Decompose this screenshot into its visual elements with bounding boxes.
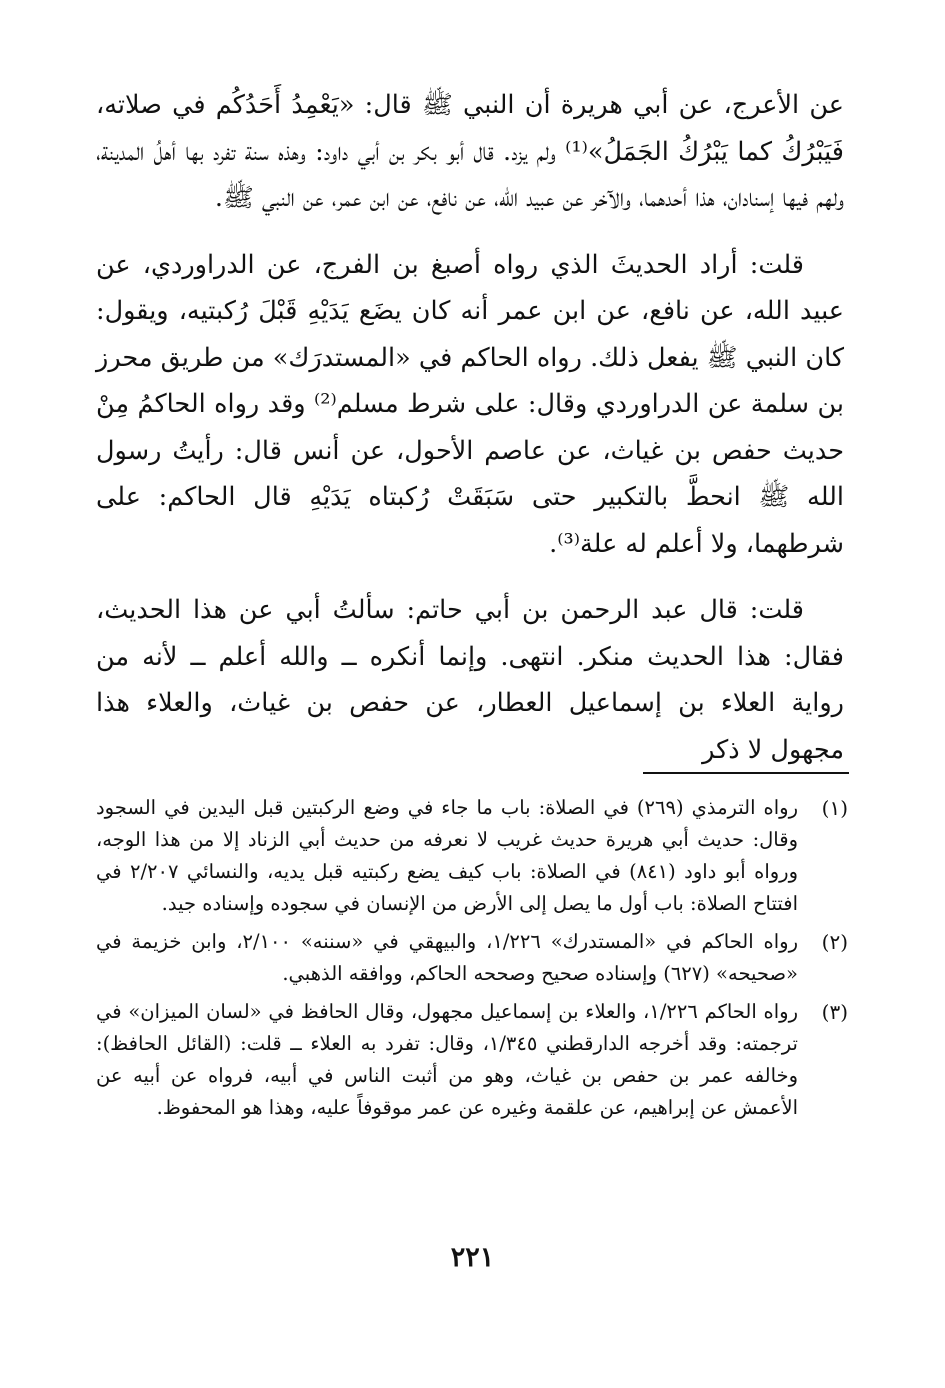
footnote-3 [96, 996, 848, 1124]
footnote-number: (١) [821, 796, 848, 820]
footnote-text: رواه الحاكم في «المستدرك» ١/٢٢٦، والبيهقي في «سننه» ٢/١٠٠، وابن خزيمة في «صحيحه» (٦٢٧) وإسناده صحيح وصححه الحاكم، ووافقه الذهبي. [96, 930, 798, 985]
page-number: ٢٢١ [450, 1242, 495, 1273]
footnote-number: (٢) [821, 930, 848, 954]
paragraph-2: قلت: أراد الحديثَ الذي رواه أصبغ بن الفرج، عن الدراوردي، عن عبيد الله، عن نافع، عن ابن عمر أنه كان يضَع يَدَيْهِ قَبْلَ رُكبتيه، ويقول: كان النبي ﷺ يفعل ذلك. رواه الحاكم في «المستدرَك» من طريق محرز بن سلمة عن الدراوردي وقال: على شرط مسلم⁽²⁾ وقد رواه الحاكمُ مِنْ حديث حفص بن غياث، عن عاصم الأحول، عن أنس قال: رأيتُ رسول الله ﷺ انحطَّ بالتكبير حتى سَبَقَتْ رُكبتاه يَدَيْهِ قال الحاكم: على شرطهما، ولا أعلم له علة⁽³⁾. [96, 249, 844, 559]
footnote-text: رواه الحاكم ١/٢٢٦، والعلاء بن إسماعيل مجهول، وقال الحافظ في «لسان الميزان» في ترجمته: وقد أخرجه الدارقطني ١/٣٤٥، وقال: تفرد به العلاء ــ قلت: (القائل الحافظ): وخالفه عمر بن حفص بن غياث، وهو من أثبت الناس في أبيه، فرواه عن أبيه عن الأعمش عن إبراهيم، عن علقمة وغيره عن عمر موقوفاً عليه، وهذا هو المحفوظ. [96, 1000, 799, 1119]
paragraph-3: قلت: قال عبد الرحمن بن أبي حاتم: سألتُ أبي عن هذا الحديث، فقال: هذا الحديث منكر. انتهى. وإنما أنكره ــ والله أعلم ــ لأنه من رواية العلاء بن إسماعيل العطار، عن حفص بن غياث، والعلاء هذا مجهول لا ذكر [96, 595, 844, 765]
main-text [96, 82, 844, 773]
paragraph-1: عن الأعرج، عن أبي هريرة أن النبي ﷺ قال: «يَعْمِدُ أَحَدُكُم في صلاته، فَيَبْرُكُ كما يَبْرُكُ الجَمَلُ»⁽¹⁾ ولم يزد. قال أبو بكر بن أبي داود: وهذه سنة تفرد بها أهلُ المدينة، ولهم فيها إسنادان، هذا أحدهما، والآخر عن عبيد الله، عن نافع، عن ابن عمر، عن النبي ﷺ. [96, 90, 844, 213]
footnote-separator [643, 772, 849, 774]
footnote-1 [96, 792, 848, 920]
footnote-2 [96, 926, 848, 990]
footnote-number: (٣) [821, 1000, 848, 1024]
footnotes [96, 792, 848, 1130]
footnote-text: رواه الترمذي (٢٦٩) في الصلاة: باب ما جاء في وضع الركبتين قبل اليدين في السجود وقال: حديث أبي هريرة حديث غريب لا نعرفه من حديث أبي الزناد إلا من هذا الوجه، ورواه أبو داود (٨٤١) في الصلاة: باب كيف يضع ركبتيه قبل يديه، والنسائي ٢/٢٠٧ في افتتاح الصلاة: باب أول ما يصل إلى الأرض من الإنسان في سجوده وإسناده جيد. [96, 796, 798, 915]
